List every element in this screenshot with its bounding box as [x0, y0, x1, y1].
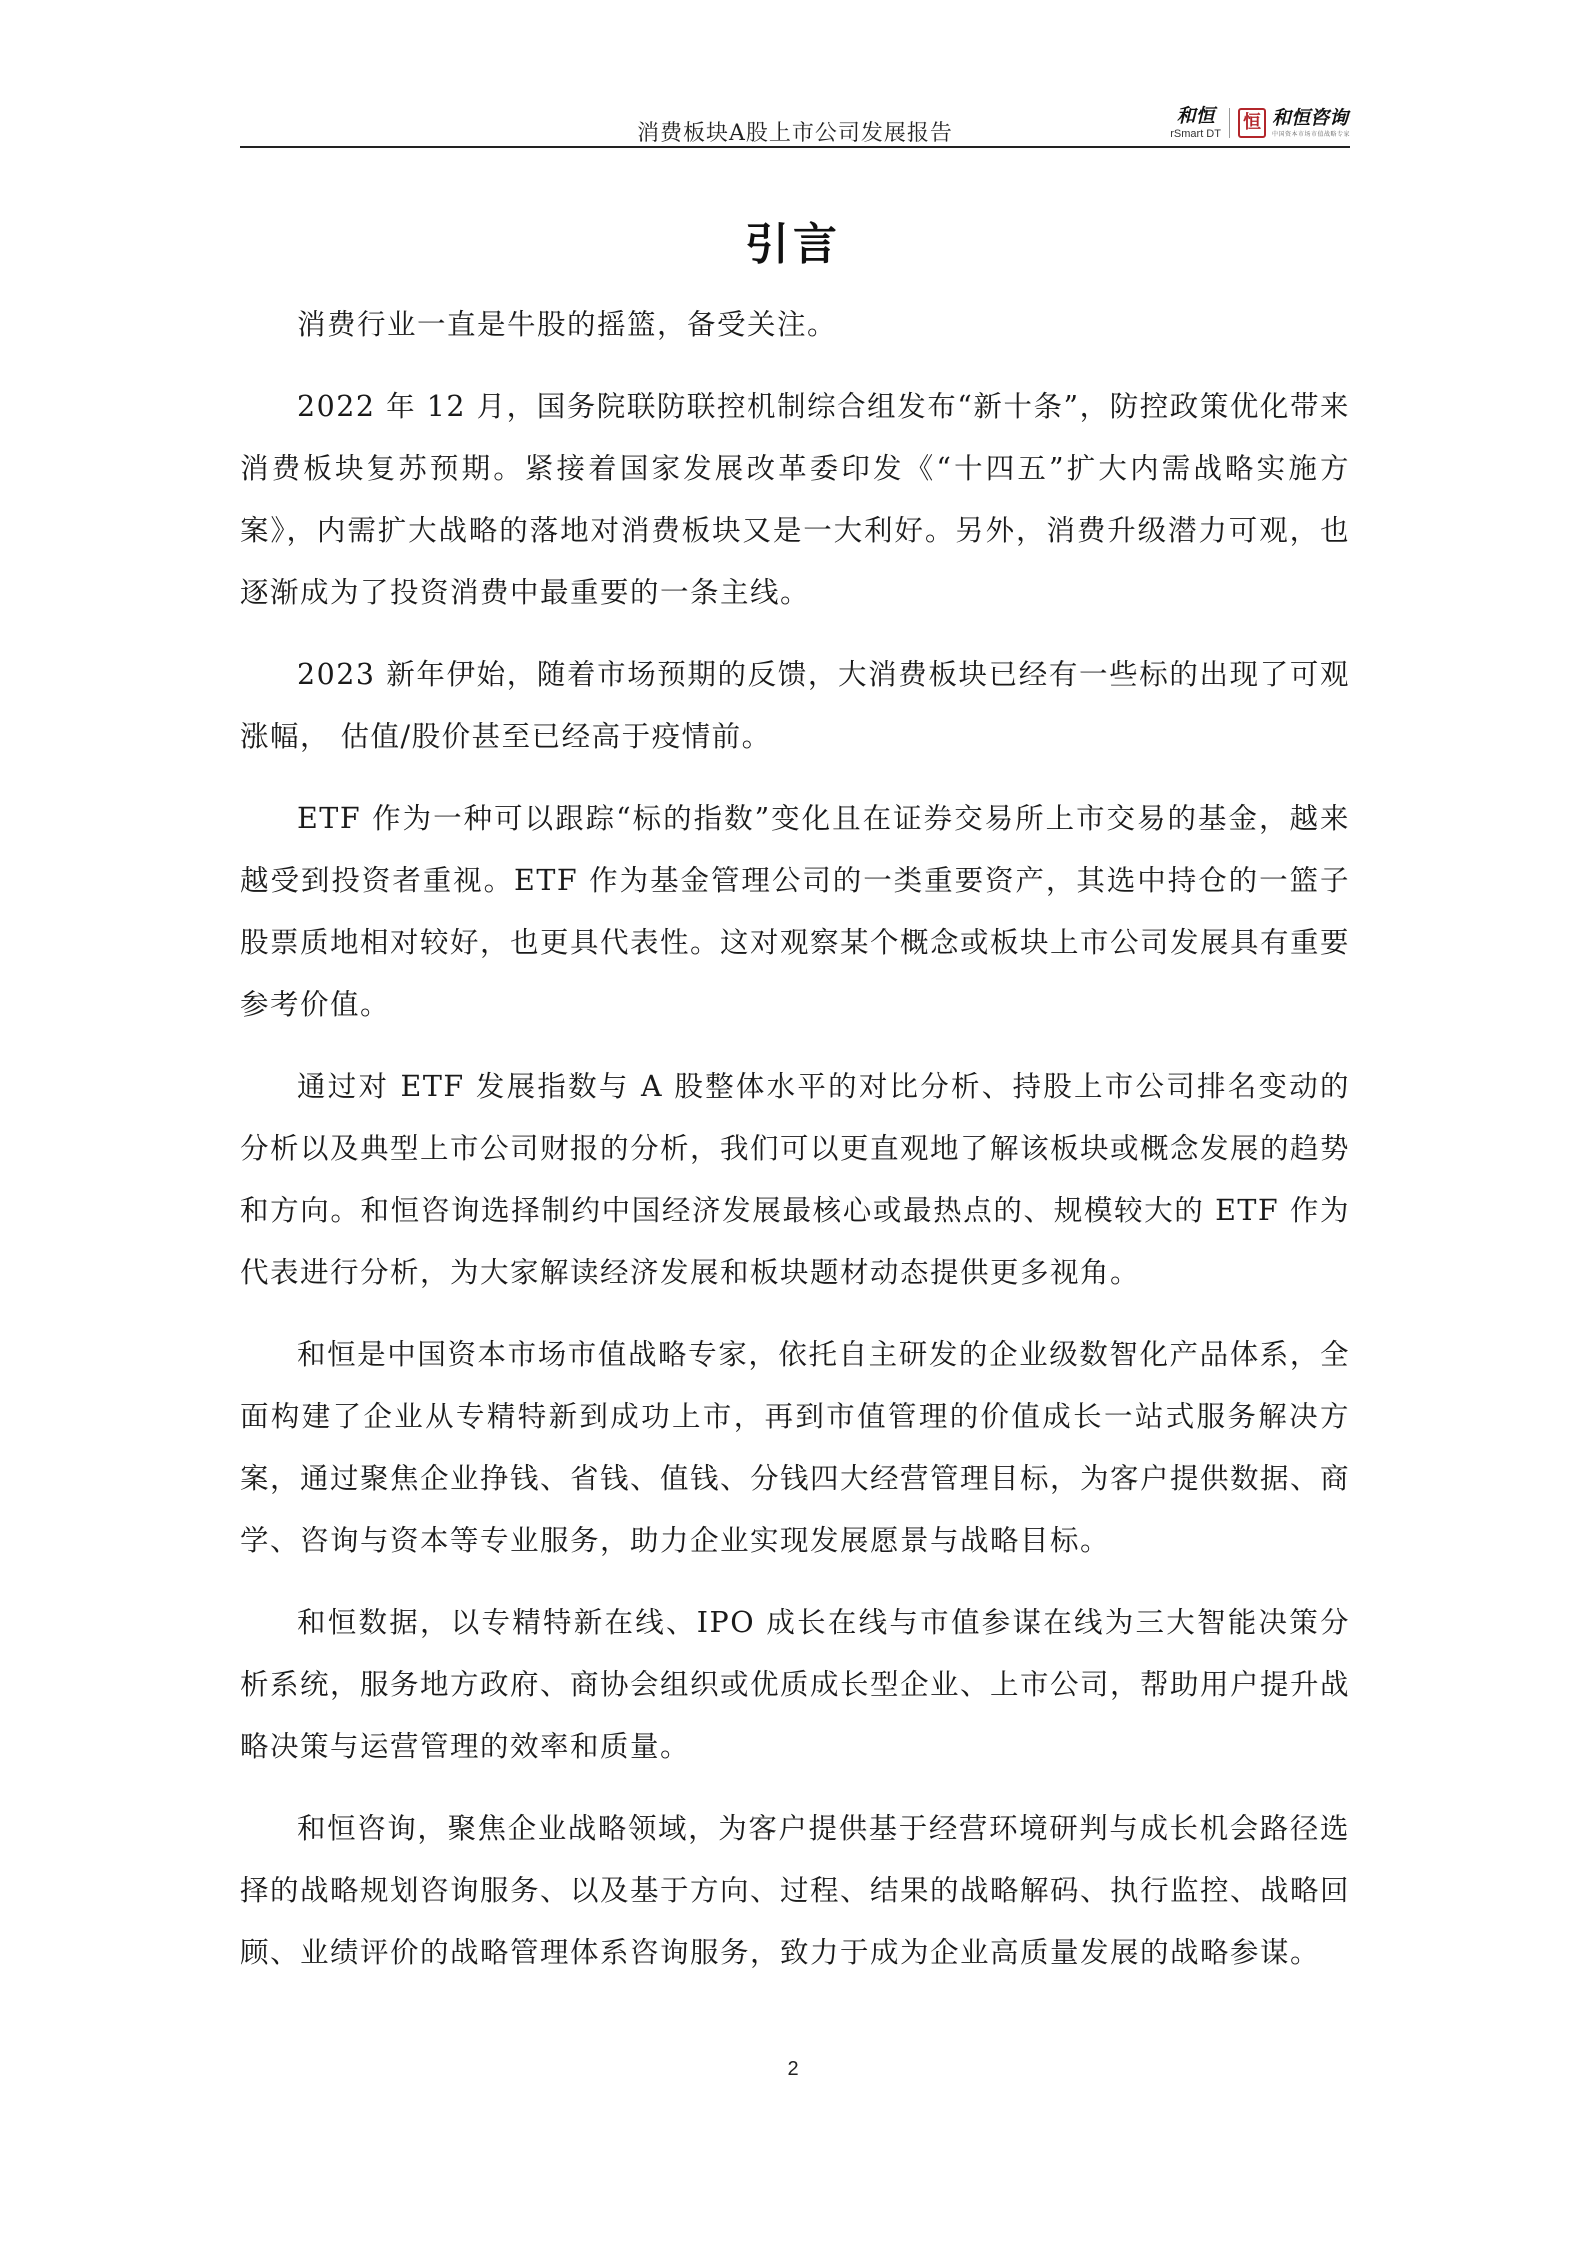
page-header	[240, 100, 1350, 148]
page-number: 2	[787, 2058, 799, 2080]
paragraph-4: ETF 作为一种可以跟踪“标的指数”变化且在证券交易所上市交易的基金，越来越受到投资者重视。ETF 作为基金管理公司的一类重要资产，其选中持仓的一篮子股票质地相对较好，也更具代表性。这对观察某个概念或板块上市公司发展具有重要参考价值。	[240, 802, 1351, 1021]
running-header-title: 消费板块A股上市公司发展报告	[637, 121, 953, 146]
seal-character: 恒	[1242, 112, 1261, 133]
page-title: 引言	[745, 219, 841, 270]
document-body	[240, 294, 1350, 2004]
paragraph-7: 和恒数据，以专精特新在线、IPO 成长在线与市值参谋在线为三大智能决策分析系统，服务地方政府、商协会组织或优质成长型企业、上市公司，帮助用户提升战略决策与运营管理的效率和质量。	[240, 1606, 1351, 1763]
paragraph-8: 和恒咨询，聚焦企业战略领域，为客户提供基于经营环境研判与成长机会路径选择的战略规划咨询服务、以及基于方向、过程、结果的战略解码、执行监控、战略回顾、业绩评价的战略管理体系咨询服务，致力于成为企业高质量发展的战略参谋。	[240, 1812, 1351, 1969]
heheng-consulting-logo-tagline: 中国资本市场市值战略专家	[1271, 131, 1350, 138]
hrsmart-logo-mark: 和恒	[1176, 104, 1215, 127]
hrsmart-logo-subtitle: rSmart DT	[1170, 127, 1221, 140]
logo-divider	[1229, 108, 1230, 138]
heheng-consulting-logo-mark: 和恒咨询	[1271, 106, 1348, 129]
paragraph-1: 消费行业一直是牛股的摇篮，备受关注。	[297, 308, 838, 341]
paragraph-5: 通过对 ETF 发展指数与 A 股整体水平的对比分析、持股上市公司排名变动的分析以及典型上市公司财报的分析，我们可以更直观地了解该板块或概念发展的趋势和方向。和恒咨询选择制约中国经济发展最核心或最热点的、规模较大的 ETF 作为代表进行分析，为大家解读经济发展和板块题材动态提供更多视角。	[240, 1070, 1351, 1289]
paragraph-3: 2023 新年伊始，随着市场预期的反馈，大消费板块已经有一些标的出现了可观涨幅， 估值/股价甚至已经高于疫情前。	[240, 658, 1350, 753]
hrsmart-logo	[1170, 104, 1221, 140]
header-logos	[1170, 104, 1350, 142]
paragraph-2: 2022 年 12 月，国务院联防联控机制综合组发布“新十条”，防控政策优化带来消费板块复苏预期。紧接着国家发展改革委印发《“十四五”扩大内需战略实施方案》，内需扩大战略的落地对消费板块又是一大利好。另外，消费升级潜力可观，也逐渐成为了投资消费中最重要的一条主线。	[240, 390, 1350, 609]
paragraph-6: 和恒是中国资本市场市值战略专家，依托自主研发的企业级数智化产品体系，全面构建了企业从专精特新到成功上市，再到市值管理的价值成长一站式服务解决方案，通过聚焦企业挣钱、省钱、值钱、分钱四大经营管理目标，为客户提供数据、商学、咨询与资本等专业服务，助力企业实现发展愿景与战略目标。	[240, 1338, 1351, 1557]
seal-icon	[1238, 108, 1266, 138]
heheng-consulting-logo	[1271, 106, 1350, 138]
